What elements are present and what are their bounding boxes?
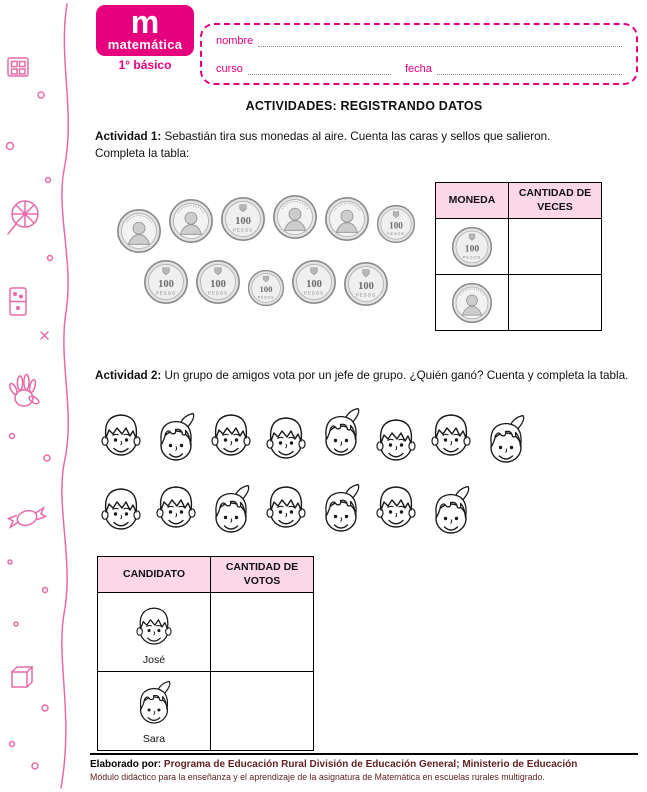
- brand-name: matemática: [107, 37, 183, 52]
- voter-sara: [315, 407, 367, 465]
- lollipop-icon: [8, 201, 38, 234]
- sparkle-icon: [41, 332, 48, 339]
- voters-grid: [95, 407, 545, 543]
- nombre-input-line[interactable]: [258, 34, 622, 47]
- dot-icon: [14, 622, 18, 626]
- table1-header-row: [436, 183, 602, 219]
- brand-logo-box: [96, 5, 194, 56]
- svg-text:100: 100: [259, 284, 273, 295]
- activity1-text: Sebastián tira sus monedas al aire. Cuenta las caras y sellos que salieron.: [164, 130, 551, 143]
- dot-icon: [38, 92, 44, 98]
- dot-icon: [7, 143, 14, 150]
- svg-text:100: 100: [358, 281, 374, 293]
- coin-sello: [343, 261, 389, 307]
- fecha-label: fecha: [404, 63, 432, 75]
- voter-sara: [315, 483, 367, 541]
- dice-icon: [8, 58, 28, 76]
- candidate-sara-cell: [98, 672, 211, 751]
- activity1-label: Actividad 1:: [95, 130, 162, 143]
- svg-text:PESOS: PESOS: [257, 295, 275, 300]
- brand-m-letter: m: [130, 4, 160, 40]
- nombre-row: [216, 34, 622, 47]
- curso-fecha-row: [216, 62, 622, 75]
- dot-icon: [10, 742, 15, 747]
- svg-text:100: 100: [464, 243, 480, 255]
- activity2-table: [97, 556, 314, 751]
- voter-jose: [95, 481, 147, 539]
- footer-elaborado-label: Elaborado por:: [90, 759, 162, 770]
- dot-icon: [48, 256, 53, 261]
- domino-icon: [10, 288, 26, 315]
- table1-sello-count-cell[interactable]: [509, 219, 602, 275]
- coin-sello-image: [451, 226, 493, 268]
- cube-icon: [12, 667, 32, 687]
- sara-name-label: Sara: [142, 732, 166, 745]
- student-info-box: [200, 23, 638, 85]
- table1-sello-cell: [436, 219, 509, 275]
- sara-face-image: [130, 680, 178, 732]
- voters-row-2: [95, 479, 545, 543]
- table-row: [436, 219, 602, 275]
- coin-cara-image: [451, 282, 493, 324]
- coin-sello: [291, 259, 337, 305]
- jose-votes-cell[interactable]: [211, 593, 314, 672]
- jose-name-label: José: [142, 653, 166, 666]
- footer-line2: Módulo didáctico para la enseñanza y el aprendizaje de la asignatura de Matemática en escuelas rurales multigrado.: [90, 772, 545, 782]
- dot-icon: [46, 178, 51, 183]
- coin-sello: [220, 196, 266, 242]
- activity2-instructions: [95, 368, 638, 385]
- decorative-doodles: [0, 0, 90, 792]
- table2-header-row: [98, 557, 314, 593]
- activity2-label: Actividad 2:: [95, 369, 162, 382]
- coins-row-1: [100, 196, 432, 254]
- table-row: [98, 672, 314, 751]
- curso-label: curso: [216, 63, 243, 75]
- table-row: [436, 275, 602, 331]
- dot-icon: [44, 455, 50, 461]
- voter-sara: [480, 414, 532, 472]
- coins-scatter: [100, 196, 432, 307]
- coins-row-2: [100, 259, 432, 307]
- svg-text:PESOS: PESOS: [232, 227, 254, 233]
- voter-jose: [260, 479, 312, 537]
- voter-sara: [425, 485, 477, 543]
- svg-text:100: 100: [389, 220, 403, 231]
- svg-text:PESOS: PESOS: [387, 231, 405, 236]
- svg-text:PESOS: PESOS: [207, 290, 229, 296]
- fecha-input-line[interactable]: [437, 62, 622, 75]
- svg-text:100: 100: [306, 279, 322, 291]
- dot-icon: [42, 705, 48, 711]
- coin-sello: [247, 269, 285, 307]
- dot-icon: [43, 588, 48, 593]
- squiggle-line: [61, 4, 68, 788]
- voter-sara: [150, 412, 202, 470]
- activity1-instructions: [95, 129, 638, 163]
- activity1-table: [435, 182, 602, 331]
- hand-icon: [8, 375, 40, 407]
- footer-credit-line: [90, 759, 638, 770]
- candy-icon: [9, 508, 46, 528]
- curso-input-line[interactable]: [248, 62, 391, 75]
- nombre-label: nombre: [216, 35, 254, 47]
- dot-icon: [10, 434, 15, 439]
- voter-jose: [370, 479, 422, 537]
- svg-text:PESOS: PESOS: [355, 292, 377, 298]
- sara-votes-cell[interactable]: [211, 672, 314, 751]
- voter-jose: [95, 407, 147, 465]
- coin-cara: [272, 194, 318, 240]
- voter-jose: [260, 410, 312, 468]
- jose-face-image: [130, 601, 178, 653]
- svg-text:PESOS: PESOS: [462, 255, 482, 260]
- table2-header-candidato: CANDIDATO: [98, 557, 211, 593]
- voter-jose: [370, 412, 422, 470]
- candidate-jose-cell: [98, 593, 211, 672]
- dot-icon: [8, 560, 12, 564]
- coin-cara: [116, 208, 162, 254]
- voter-jose: [150, 479, 202, 537]
- svg-text:PESOS: PESOS: [303, 290, 325, 296]
- dot-icon: [32, 763, 38, 769]
- coin-sello: [195, 259, 241, 305]
- footer-line1: Programa de Educación Rural División de Educación General; Ministerio de Educación: [163, 759, 578, 770]
- coin-cara: [324, 196, 370, 242]
- voters-row-1: [95, 407, 545, 472]
- table-row: [98, 593, 314, 672]
- voter-jose: [425, 407, 477, 465]
- svg-text:100: 100: [210, 279, 226, 291]
- table2-header-votos: CANTIDAD DE VOTOS: [211, 557, 314, 593]
- svg-text:PESOS: PESOS: [155, 290, 177, 296]
- svg-text:100: 100: [158, 279, 174, 291]
- page-title: ACTIVIDADES: REGISTRANDO DATOS: [245, 99, 483, 113]
- coin-sello: [143, 259, 189, 305]
- svg-text:100: 100: [235, 216, 251, 228]
- voter-jose: [205, 407, 257, 465]
- table1-header-cantidad: CANTIDAD DE VECES: [509, 183, 602, 219]
- activity2-text: Un grupo de amigos vota por un jefe de grupo. ¿Quién ganó? Cuenta y completa la tabla.: [164, 369, 629, 382]
- table1-header-moneda: MONEDA: [436, 183, 509, 219]
- table1-cara-cell: [436, 275, 509, 331]
- brand-logo: [96, 5, 194, 72]
- table1-cara-count-cell[interactable]: [509, 275, 602, 331]
- coin-sello: [376, 204, 416, 244]
- brand-grade: 1° básico: [118, 58, 172, 72]
- activity1-text2: Completa la tabla:: [95, 146, 190, 160]
- coin-cara: [168, 198, 214, 244]
- footer: [90, 753, 638, 782]
- voter-sara: [205, 484, 257, 542]
